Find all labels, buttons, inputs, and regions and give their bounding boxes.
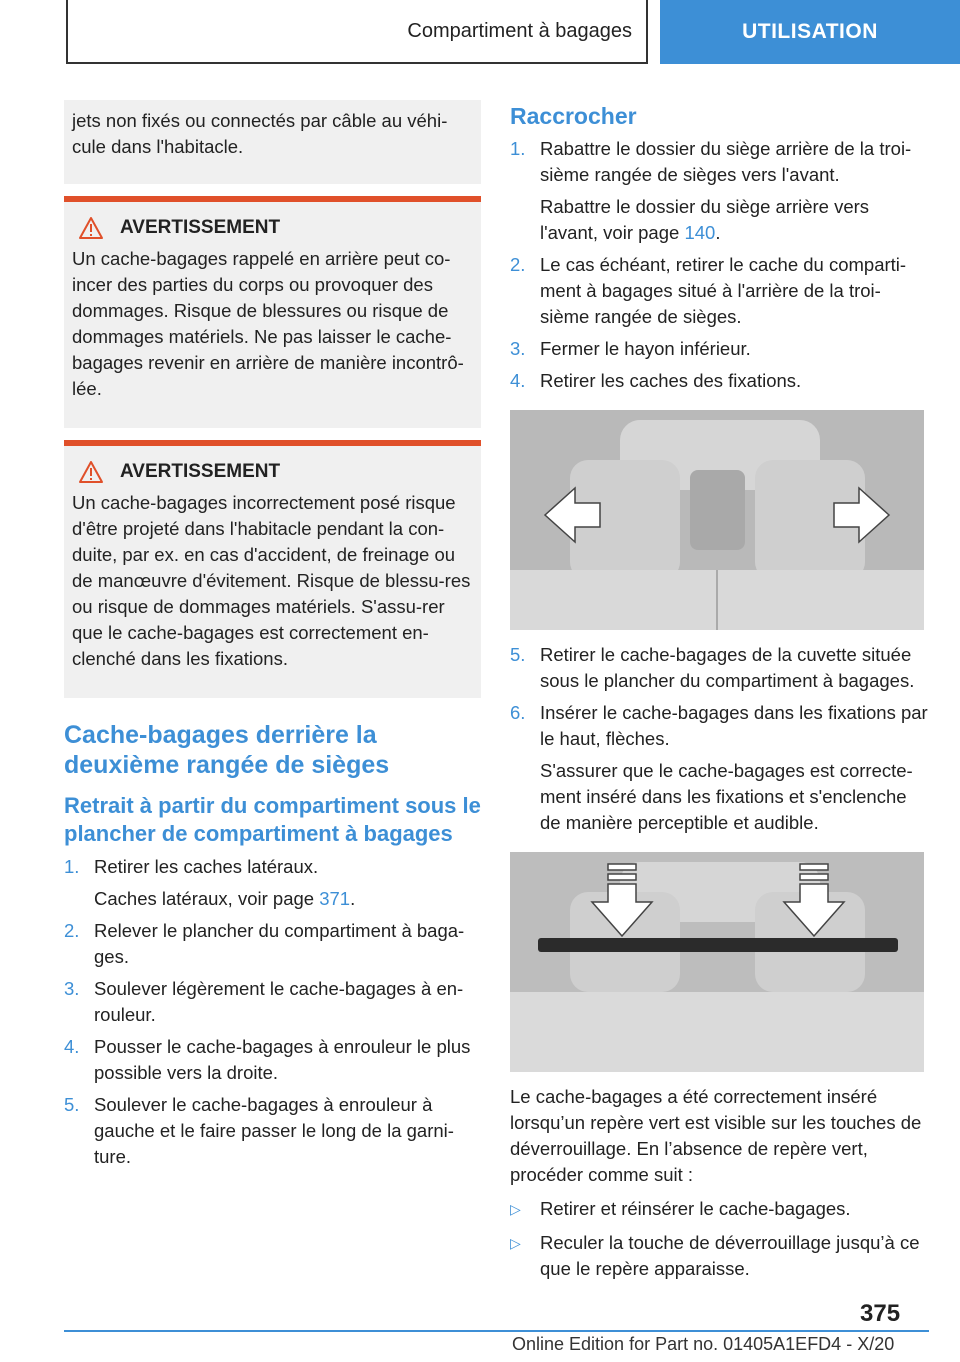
bullet-text: Reculer la touche de déverrouillage jusqu’à ce que le repère apparaisse.: [540, 1232, 920, 1279]
step-note: [64, 886, 481, 912]
warning-icon: [78, 216, 104, 240]
page-number: 375: [860, 1300, 901, 1327]
triangle-bullet-icon: ▷: [510, 1201, 521, 1217]
step-text: Relever le plancher du compartiment à baga-ges.: [94, 920, 465, 967]
list-item: [64, 1034, 481, 1086]
intro-box: [64, 100, 481, 184]
footer-divider: [64, 1330, 929, 1332]
step-text: Fermer le hayon inférieur.: [540, 338, 751, 359]
bullet-text: Retirer et réinsérer le cache-bagages.: [540, 1198, 851, 1219]
step-number: 1.: [510, 138, 526, 159]
note-end: .: [715, 222, 721, 243]
step-number: 4.: [64, 1036, 80, 1057]
section-header: [66, 0, 648, 64]
step-text: Retirer les caches des fixations.: [540, 370, 802, 391]
triangle-bullet-icon: ▷: [510, 1235, 521, 1251]
status-paragraph: Le cache-bagages a été correctement inséré lorsqu’un repère vert est visible sur les touches de déverrouillage. En l’absence de repère vert, procéder comme suit :: [510, 1086, 922, 1185]
step-note: S'assurer que le cache-bagages est correcte-ment inséré dans les fixations et s'enclenche de manière perceptible et audible.: [540, 760, 913, 833]
right-column: [510, 100, 930, 1282]
warning-icon: [78, 460, 104, 484]
step-number: 2.: [64, 920, 80, 941]
step-text: Insérer le cache-bagages dans les fixations par le haut, flèches.: [540, 702, 928, 749]
section-title: Compartiment à bagages: [407, 19, 632, 42]
page-link[interactable]: 371: [319, 888, 351, 909]
step-number: 5.: [510, 644, 526, 665]
chapter-tab[interactable]: [660, 0, 960, 64]
edition-text: Online Edition for Part no. 01405A1EFD4 - X/20: [512, 1334, 895, 1354]
trunk-photo-side-fixations: [510, 410, 924, 630]
subsection-heading: Raccrocher: [510, 103, 637, 129]
warning-title: AVERTISSEMENT: [120, 461, 281, 482]
step-text: Rabattre le dossier du siège arrière de la troi-sième rangée de sièges vers l'avant.: [540, 138, 912, 185]
list-item: [510, 700, 930, 752]
chapter-title: UTILISATION: [742, 20, 878, 43]
warning-box-2: [64, 440, 481, 698]
warning-text: Un cache-bagages rappelé en arrière peut co-incer des parties du corps ou provoquer des dommages. Risque de blessures ou risque de dommages matériels. Ne pas laisser le cache-bagages revenir en arrière de manière incontrô-lée.: [72, 248, 464, 399]
warning-title: AVERTISSEMENT: [120, 217, 281, 238]
list-item: [510, 1230, 930, 1282]
step-text: Retirer le cache-bagages de la cuvette située sous le plancher du compartiment à bagages.: [540, 644, 915, 691]
warning-heading: [72, 460, 473, 484]
step-text: Soulever le cache-bagages à enrouleur à gauche et le faire passer le long de la garni-ture.: [94, 1094, 454, 1167]
trunk-photo-cover-inserted: [510, 852, 924, 1072]
step-note: [510, 194, 930, 246]
note-text: Caches latéraux, voir page: [94, 888, 320, 909]
list-item: [510, 1196, 930, 1222]
list-item: [510, 642, 930, 694]
step-text: Retirer les caches latéraux.: [94, 856, 319, 877]
warning-text: Un cache-bagages incorrectement posé risque d'être projeté dans l'habitacle pendant la con-duite, par ex. en cas d'accident, de freinage ou de manœuvre d'évitement. Risque de blessu-res ou risque de dommages matériels. S'assu-rer que le cache-bagages est correctement en-clenché dans les fixations.: [72, 492, 471, 669]
step-text: Le cas échéant, retirer le cache du comparti-ment à bagages situé à l'arrière de la troi-sième rangée de sièges.: [540, 254, 907, 327]
list-item: [510, 136, 930, 188]
step-number: 4.: [510, 370, 526, 391]
step-number: 2.: [510, 254, 526, 275]
step-number: 1.: [64, 856, 80, 877]
page-link[interactable]: 140: [684, 222, 716, 243]
trunk-illustration: [510, 852, 924, 1072]
list-item: [510, 368, 930, 394]
step-number: 3.: [64, 978, 80, 999]
step-number: 3.: [510, 338, 526, 359]
trunk-illustration: [510, 410, 924, 630]
list-item: [64, 918, 481, 970]
subsection-heading: Retrait à partir du compartiment sous le plancher de compartiment à bagages: [64, 793, 481, 846]
list-item: [510, 336, 930, 362]
intro-text: jets non fixés ou connectés par câble au véhi-cule dans l'habitacle.: [72, 110, 448, 157]
note-end: .: [350, 888, 356, 909]
list-item: [510, 252, 930, 330]
step-number: 5.: [64, 1094, 80, 1115]
step-number: 6.: [510, 702, 526, 723]
warning-box-1: [64, 196, 481, 428]
warning-heading: [72, 216, 473, 240]
list-item: [64, 976, 481, 1028]
list-item: [64, 854, 481, 880]
list-item: [64, 1092, 481, 1170]
step-text: Soulever légèrement le cache-bagages à en-rouleur.: [94, 978, 464, 1025]
note-text: Rabattre le dossier du siège arrière vers l'avant, voir page: [540, 196, 870, 243]
step-text: Pousser le cache-bagages à enrouleur le plus possible vers la droite.: [94, 1036, 471, 1083]
left-column: [64, 100, 481, 1170]
section-heading: Cache-bagages derrière la deuxième rangée de sièges: [64, 721, 390, 779]
